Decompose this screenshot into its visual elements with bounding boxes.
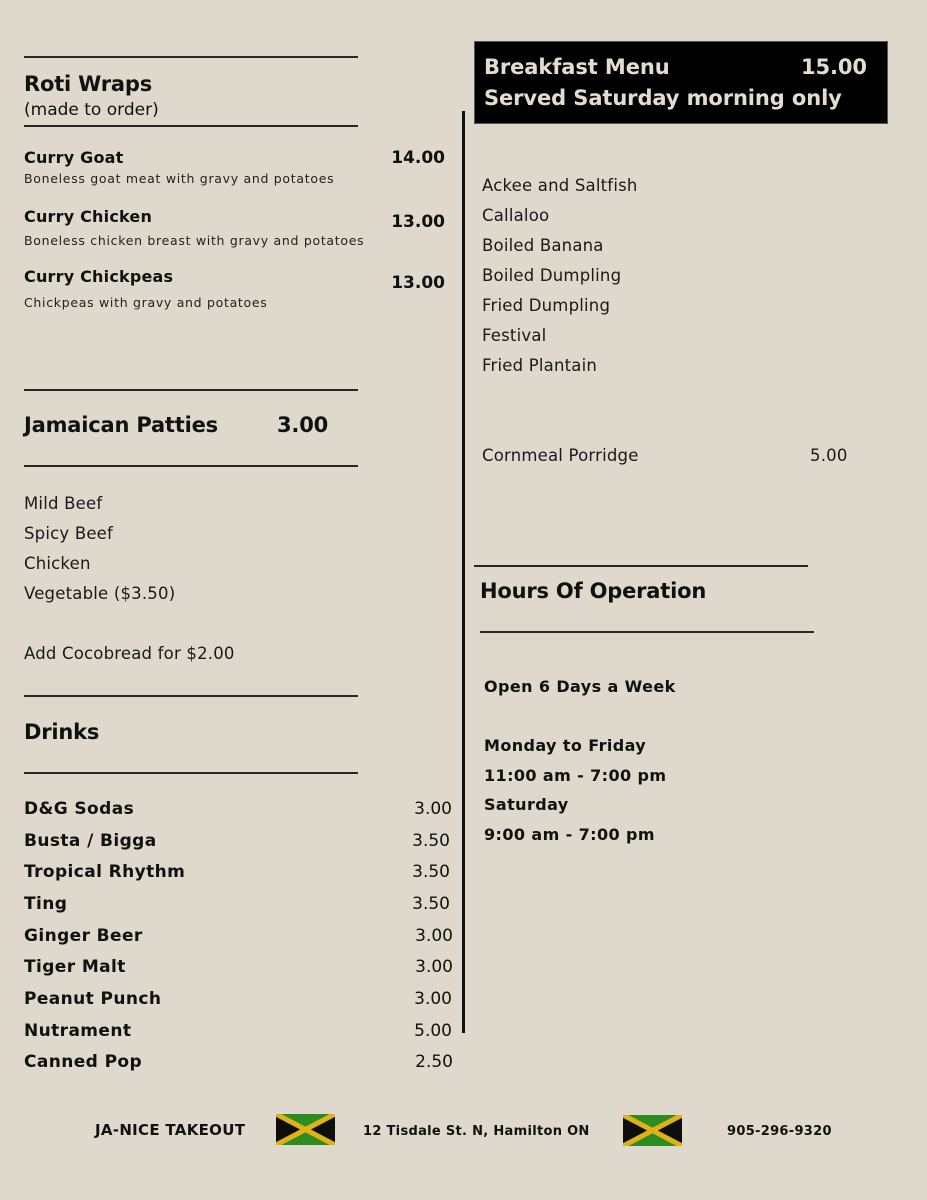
hours-weekday-label: Monday to Friday [484,736,647,755]
item-description: Chickpeas with gravy and potatoes [24,295,268,310]
business-address: 12 Tisdale St. N, Hamilton ON [363,1124,590,1139]
drink-price: 3.50 [412,862,450,882]
hours-open-days: Open 6 Days a Week [484,677,676,696]
divider [474,565,808,567]
drink-name: Peanut Punch [24,989,162,1009]
divider [480,631,814,633]
patties-price: 3.00 [277,413,329,437]
drink-name: D&G Sodas [24,799,135,819]
divider [24,56,358,58]
patty-item: Spicy Beef [24,524,114,543]
item-description: Boneless chicken breast with gravy and potatoes [24,233,365,248]
hours-section-title: Hours Of Operation [480,579,707,603]
porridge-name: Cornmeal Porridge [482,446,639,465]
patties-section-title: Jamaican Patties [24,413,218,437]
item-price: 14.00 [391,148,445,168]
drink-name: Nutrament [24,1021,132,1041]
breakfast-item: Boiled Banana [482,236,604,255]
breakfast-item: Fried Dumpling [482,296,611,315]
drink-name: Ting [24,894,68,914]
drink-price: 3.00 [415,957,453,977]
breakfast-item: Callaloo [482,206,550,225]
drink-price: 3.00 [414,799,452,819]
breakfast-price: 15.00 [801,55,867,79]
jamaica-flag-icon [276,1114,335,1145]
divider [24,695,358,697]
drink-price: 3.50 [412,894,450,914]
breakfast-note: Served Saturday morning only [484,86,842,110]
breakfast-item: Fried Plantain [482,356,598,375]
breakfast-title: Breakfast Menu [484,55,670,79]
roti-section-title: Roti Wraps [24,72,152,96]
hours-saturday-label: Saturday [484,795,569,814]
drinks-section-title: Drinks [24,720,100,744]
drink-name: Ginger Beer [24,926,143,946]
divider [24,125,358,127]
jamaica-flag-icon [623,1115,682,1146]
patty-item: Mild Beef [24,494,103,513]
drink-name: Canned Pop [24,1052,143,1072]
hours-weekday-time: 11:00 am - 7:00 pm [484,766,667,785]
drink-price: 3.50 [412,831,450,851]
patty-addon: Add Cocobread for $2.00 [24,644,235,663]
patty-item: Vegetable ($3.50) [24,584,176,603]
item-name: Curry Goat [24,148,124,167]
hours-saturday-time: 9:00 am - 7:00 pm [484,825,655,844]
breakfast-banner [474,41,888,124]
column-divider [462,111,465,1033]
porridge-price: 5.00 [810,446,848,465]
item-price: 13.00 [391,273,445,293]
item-description: Boneless goat meat with gravy and potatoes [24,171,335,186]
drink-name: Tropical Rhythm [24,862,186,882]
drink-name: Tiger Malt [24,957,126,977]
business-name: JA-NICE TAKEOUT [95,1121,246,1139]
item-price: 13.00 [391,212,445,232]
patty-item: Chicken [24,554,91,573]
item-name: Curry Chickpeas [24,267,174,286]
breakfast-item: Boiled Dumpling [482,266,622,285]
divider [24,772,358,774]
drink-price: 2.50 [415,1052,453,1072]
breakfast-item: Ackee and Saltfish [482,176,638,195]
drink-price: 3.00 [415,926,453,946]
breakfast-item: Festival [482,326,547,345]
drink-name: Busta / Bigga [24,831,157,851]
drink-price: 3.00 [414,989,452,1009]
divider [24,389,358,391]
divider [24,465,358,467]
drink-price: 5.00 [414,1021,452,1041]
item-name: Curry Chicken [24,207,153,226]
roti-section-subtitle: (made to order) [24,100,159,120]
business-phone: 905-296-9320 [727,1124,832,1139]
